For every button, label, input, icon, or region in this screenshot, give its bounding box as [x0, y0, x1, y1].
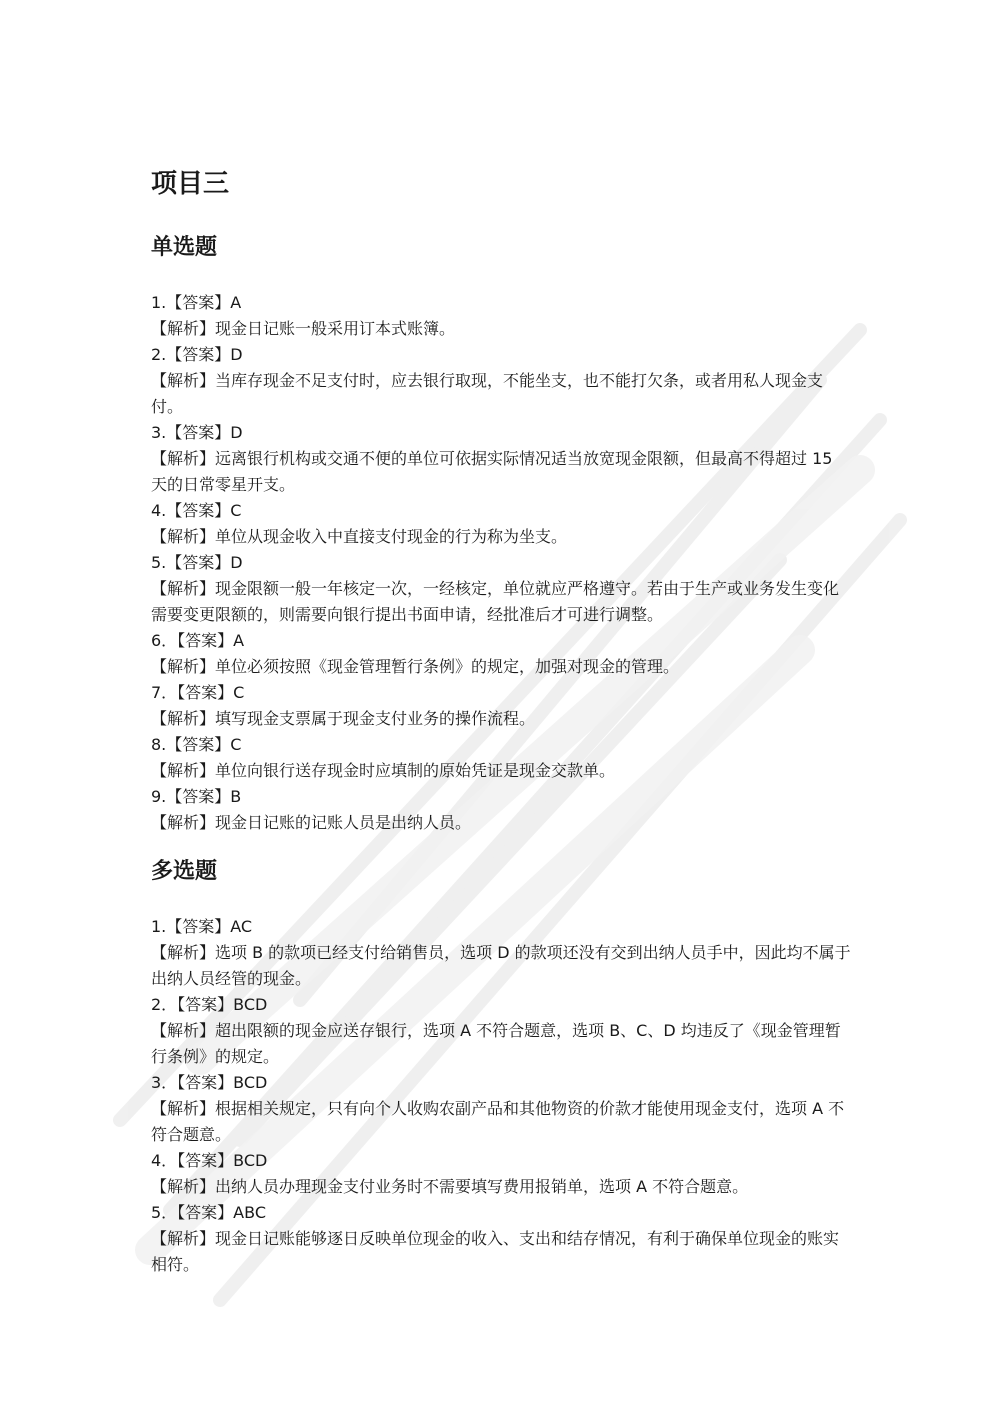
single-analysis-3: 【解析】远离银行机构或交通不便的单位可依据实际情况适当放宽现金限额，但最高不得超过 15 天的日常零星开支。 — [151, 449, 833, 494]
multi-analysis-5: 【解析】现金日记账能够逐日反映单位现金的收入、支出和结存情况，有利于确保单位现金的账实相符。 — [151, 1229, 840, 1274]
multi-answer-4: 4．【答案】BCD — [151, 1151, 268, 1170]
single-analysis-9: 【解析】现金日记账的记账人员是出纳人员。 — [151, 813, 472, 832]
multi-analysis-2: 【解析】超出限额的现金应送存银行，选项 A 不符合题意，选项 B、C、D 均违反了《现金管理暂行条例》的规定。 — [151, 1021, 841, 1066]
single-analysis-5: 【解析】现金限额一般一年核定一次，一经核定，单位就应严格遵守。若由于生产或业务发生变化需要变更限额的，则需要向银行提出书面申请，经批准后才可进行调整。 — [151, 579, 840, 624]
single-analysis-1: 【解析】现金日记账一般采用订本式账簿。 — [151, 319, 456, 338]
multi-analysis-4: 【解析】出纳人员办理现金支付业务时不需要填写费用报销单，选项 A 不符合题意。 — [151, 1177, 749, 1196]
multi-answer-3: 3．【答案】BCD — [151, 1073, 268, 1092]
answer-content — [151, 162, 851, 1278]
single-answer-9: 9.【答案】B — [151, 787, 242, 806]
single-choice-heading: 单选题 — [151, 235, 218, 260]
single-analysis-4: 【解析】单位从现金收入中直接支付现金的行为称为坐支。 — [151, 527, 568, 546]
single-answer-6: 6．【答案】A — [151, 631, 245, 650]
single-answer-1: 1.【答案】A — [151, 293, 242, 312]
single-analysis-7: 【解析】填写现金支票属于现金支付业务的操作流程。 — [151, 709, 536, 728]
single-answer-5: 5.【答案】D — [151, 553, 243, 572]
single-answer-8: 8.【答案】C — [151, 735, 242, 754]
multi-answer-5: 5．【答案】ABC — [151, 1203, 266, 1222]
multi-analysis-1: 【解析】选项 B 的款项已经支付给销售员，选项 D 的款项还没有交到出纳人员手中，因此均不属于出纳人员经管的现金。 — [151, 943, 851, 988]
multi-answer-2: 2．【答案】BCD — [151, 995, 268, 1014]
single-analysis-6: 【解析】单位必须按照《现金管理暂行条例》的规定，加强对现金的管理。 — [151, 657, 680, 676]
single-analysis-2: 【解析】当库存现金不足支付时，应去银行取现，不能坐支，也不能打欠条，或者用私人现金支付。 — [151, 371, 824, 416]
multi-answer-1: 1.【答案】AC — [151, 917, 253, 936]
multiple-choice-list — [151, 914, 851, 1278]
single-answer-3: 3.【答案】D — [151, 423, 243, 442]
page-title: 项目三 — [151, 169, 230, 199]
single-answer-2: 2.【答案】D — [151, 345, 243, 364]
single-answer-7: 7．【答案】C — [151, 683, 245, 702]
multiple-choice-heading: 多选题 — [151, 859, 218, 884]
single-analysis-8: 【解析】单位向银行送存现金时应填制的原始凭证是现金交款单。 — [151, 761, 616, 780]
single-answer-4: 4.【答案】C — [151, 501, 242, 520]
multi-analysis-3: 【解析】根据相关规定，只有向个人收购农副产品和其他物资的价款才能使用现金支付，选项 A 不符合题意。 — [151, 1099, 845, 1144]
single-choice-list — [151, 290, 851, 836]
